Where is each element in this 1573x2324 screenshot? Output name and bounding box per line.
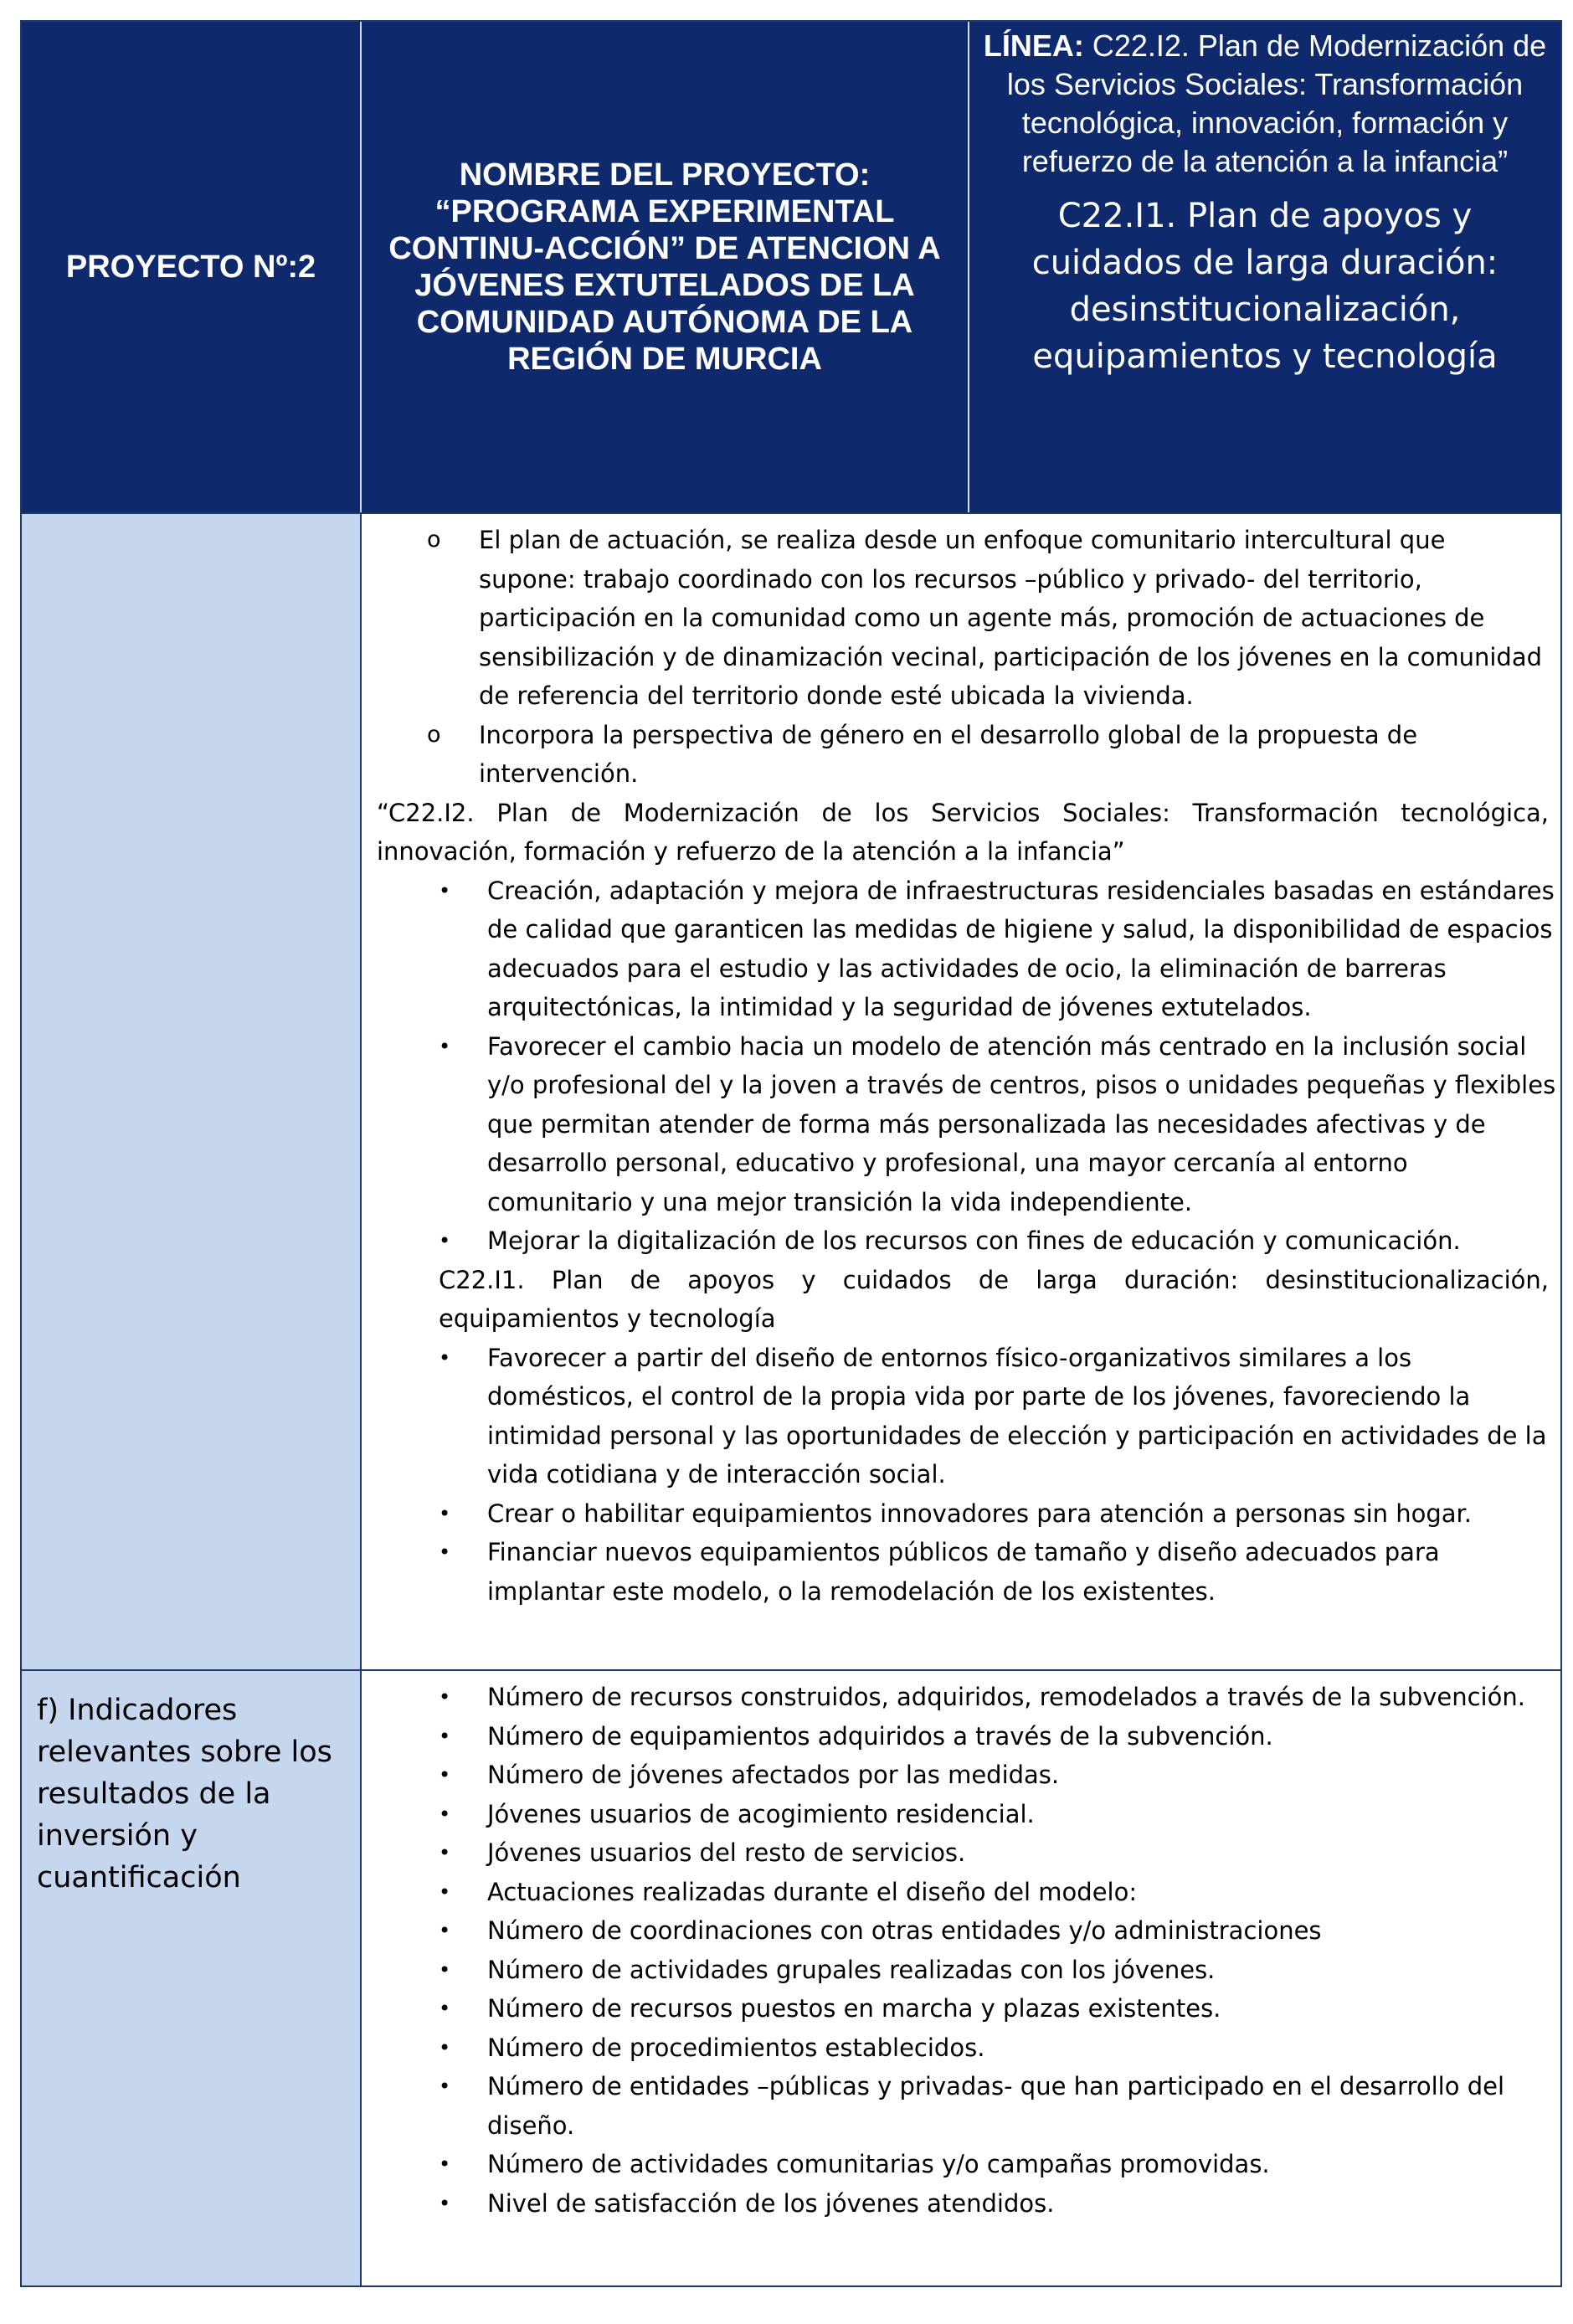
list-item-text: Número de equipamientos adquiridos a través de la subvención. xyxy=(487,1721,1273,1751)
bullet-icon: • xyxy=(439,1802,451,1826)
list-item-text: Número de jóvenes afectados por las medidas. xyxy=(487,1761,1060,1789)
header-row xyxy=(20,20,1562,514)
circle-marker-icon: o xyxy=(427,527,441,553)
row-f-label-cell xyxy=(22,1671,362,2285)
bullet-icon: • xyxy=(439,1997,451,2020)
list-item xyxy=(362,1533,1560,1611)
project-name: NOMBRE DEL PROYECTO: “PROGRAMA EXPERIMENTAL CONTINU-ACCIÓN” DE ATENCION A JÓVENES EXTUTELADOS DE LA COMUNIDAD AUTÓNOMA DE LA REGIÓN DE MURCIA xyxy=(362,22,969,512)
bullet-icon: • xyxy=(439,1034,451,1058)
list-item xyxy=(362,1795,1549,1834)
list-item-text: Número de actividades grupales realizadas con los jóvenes. xyxy=(487,1955,1216,1984)
bullet-icon: • xyxy=(439,2035,451,2059)
circle-marker-icon: o xyxy=(427,721,441,748)
bullet-icon: • xyxy=(439,1540,451,1564)
linea-c22i1: C22.I1. Plan de apoyos y cuidados de larga duración: desinstitucionalización, equipamientos y tecnología xyxy=(1031,197,1498,376)
list-item xyxy=(362,2145,1549,2184)
list-item-text: Número de recursos construidos, adquiridos, remodelados a través de la subvención. xyxy=(487,1683,1525,1711)
bullet-icon: • xyxy=(439,1919,451,1942)
bullet-icon: • xyxy=(439,1879,451,1904)
bullet-icon: • xyxy=(439,1685,451,1709)
list-item xyxy=(362,1494,1560,1534)
c22i2-heading: “C22.I2. Plan de Modernización de los Servicios Sociales: Transformación tecnológica, innovación, formación y refuerzo de la atención a la infancia” xyxy=(377,798,1549,866)
c22i2-list xyxy=(362,872,1560,1261)
list-item xyxy=(362,1756,1549,1795)
list-item-text: Número de actividades comunitarias y/o campañas promovidas. xyxy=(487,2150,1270,2178)
list-item-text: Número de procedimientos establecidos. xyxy=(487,2033,985,2062)
row-e-content xyxy=(362,514,1560,1669)
list-item xyxy=(362,1027,1560,1222)
bullet-icon: • xyxy=(439,1724,451,1748)
bullet-icon: • xyxy=(439,2191,451,2215)
list-item-text: Favorecer a partir del diseño de entornos físico-organizativos similares a los domésticos, el control de la propia vida por parte de los jóvenes, favoreciendo la intimidad personal y las oportunidades de elección y participación en actividades de la vida cotidiana y de interacción social. xyxy=(487,1343,1547,1488)
list-item xyxy=(362,1339,1560,1494)
list-item xyxy=(362,716,1549,794)
list-item xyxy=(362,1221,1560,1261)
bullet-icon: • xyxy=(439,2152,451,2176)
list-item xyxy=(362,872,1560,1027)
list-item-text: Nivel de satisfacción de los jóvenes atendidos. xyxy=(487,2188,1055,2218)
bullet-icon: • xyxy=(439,1501,451,1525)
list-item-text: Número de recursos puestos en marcha y plazas existentes. xyxy=(487,1994,1221,2023)
c22i1-heading: C22.I1. Plan de apoyos y cuidados de larga duración: desinstitucionalización, equipamientos y tecnología xyxy=(439,1265,1549,1333)
list-item-text: Jóvenes usuarios del resto de servicios. xyxy=(487,1838,966,1867)
list-item xyxy=(362,2067,1549,2145)
row-indicadores xyxy=(20,1671,1562,2287)
list-item xyxy=(362,1833,1549,1873)
row-f-content xyxy=(362,1671,1560,2285)
bullet-icon: • xyxy=(439,1229,451,1252)
row-actuaciones xyxy=(20,514,1562,1671)
list-item-text: Mejorar la digitalización de los recursos con fines de educación y comunicación. xyxy=(487,1226,1461,1255)
list-item-text: Actuaciones realizadas durante el diseño del modelo: xyxy=(487,1877,1138,1906)
bullet-icon: • xyxy=(439,1345,451,1370)
list-item-text: Crear o habilitar equipamientos innovadores para atención a personas sin hogar. xyxy=(487,1499,1473,1528)
list-item xyxy=(362,1911,1549,1951)
list-item-text: Número de coordinaciones con otras entidades y/o administraciones xyxy=(487,1916,1322,1945)
linea-label: LÍNEA: xyxy=(983,28,1084,63)
list-item-text: Número de entidades –públicas y privadas- que han participado en el desarrollo del diseño. xyxy=(487,2072,1504,2140)
list-item xyxy=(362,2028,1549,2068)
list-item xyxy=(362,1678,1549,1717)
linea-text-block xyxy=(981,27,1549,181)
list-item xyxy=(362,1989,1549,2028)
bullet-icon: • xyxy=(439,878,451,902)
bullet-icon: • xyxy=(439,2075,451,2098)
list-item xyxy=(362,2184,1549,2224)
linea-c22i2: C22.I2. Plan de Modernización de los Servicios Sociales: Transformación tecnológica, innovación, formación y refuerzo de la atención a la infancia” xyxy=(1006,28,1547,178)
indicadores-list xyxy=(362,1671,1560,2223)
list-item xyxy=(362,1951,1549,1990)
bullet-icon: • xyxy=(439,1841,451,1864)
o-list xyxy=(362,514,1560,794)
bullet-icon: • xyxy=(439,1957,451,1982)
linea-cell xyxy=(969,22,1560,512)
list-item-text: Creación, adaptación y mejora de infraestructuras residenciales basadas en estándares de calidad que garanticen las medidas de higiene y salud, la disponibilidad de espacios adecuados para el estudio y las actividades de ocio, la eliminación de barreras arquitectónicas, la intimidad y la seguridad de jóvenes extutelados. xyxy=(487,876,1555,1021)
list-item-text: Incorpora la perspectiva de género en el desarrollo global de la propuesta de intervención. xyxy=(479,720,1418,788)
list-item-text: Jóvenes usuarios de acogimiento residencial. xyxy=(487,1799,1035,1828)
row-e-label-cell xyxy=(22,514,362,1669)
list-item-text: Financiar nuevos equipamientos públicos de tamaño y diseño adecuados para implantar este modelo, o la remodelación de los existentes. xyxy=(487,1538,1440,1606)
list-item xyxy=(362,521,1549,716)
project-number: PROYECTO Nº:2 xyxy=(22,22,362,512)
list-item xyxy=(362,1717,1549,1756)
indicadores-label: f) Indicadores relevantes sobre los resultados de la inversión y cuantificación xyxy=(37,1694,332,1895)
list-item-text: Favorecer el cambio hacia un modelo de atención más centrado en la inclusión social y/o profesional del y la joven a través de centros, pisos o unidades pequeñas y flexibles que permitan atender de forma más personalizada las necesidades afectivas y de desarrollo personal, educativo y profesional, una mayor cercanía al entorno comunitario y una mejor transición la vida independiente. xyxy=(487,1031,1556,1216)
list-item xyxy=(362,1873,1549,1912)
bullet-icon: • xyxy=(439,1763,451,1787)
project-table xyxy=(20,20,1562,2287)
c22i1-list xyxy=(362,1339,1560,1612)
list-item-text: El plan de actuación, se realiza desde un enfoque comunitario intercultural que supone: trabajo coordinado con los recursos –público y privado- del territorio, participación en la comunidad como un agente más, promoción de actuaciones de sensibilización y de dinamización vecinal, participación de los jóvenes en la comunidad de referencia del territorio donde esté ubicada la vivienda. xyxy=(479,526,1542,710)
